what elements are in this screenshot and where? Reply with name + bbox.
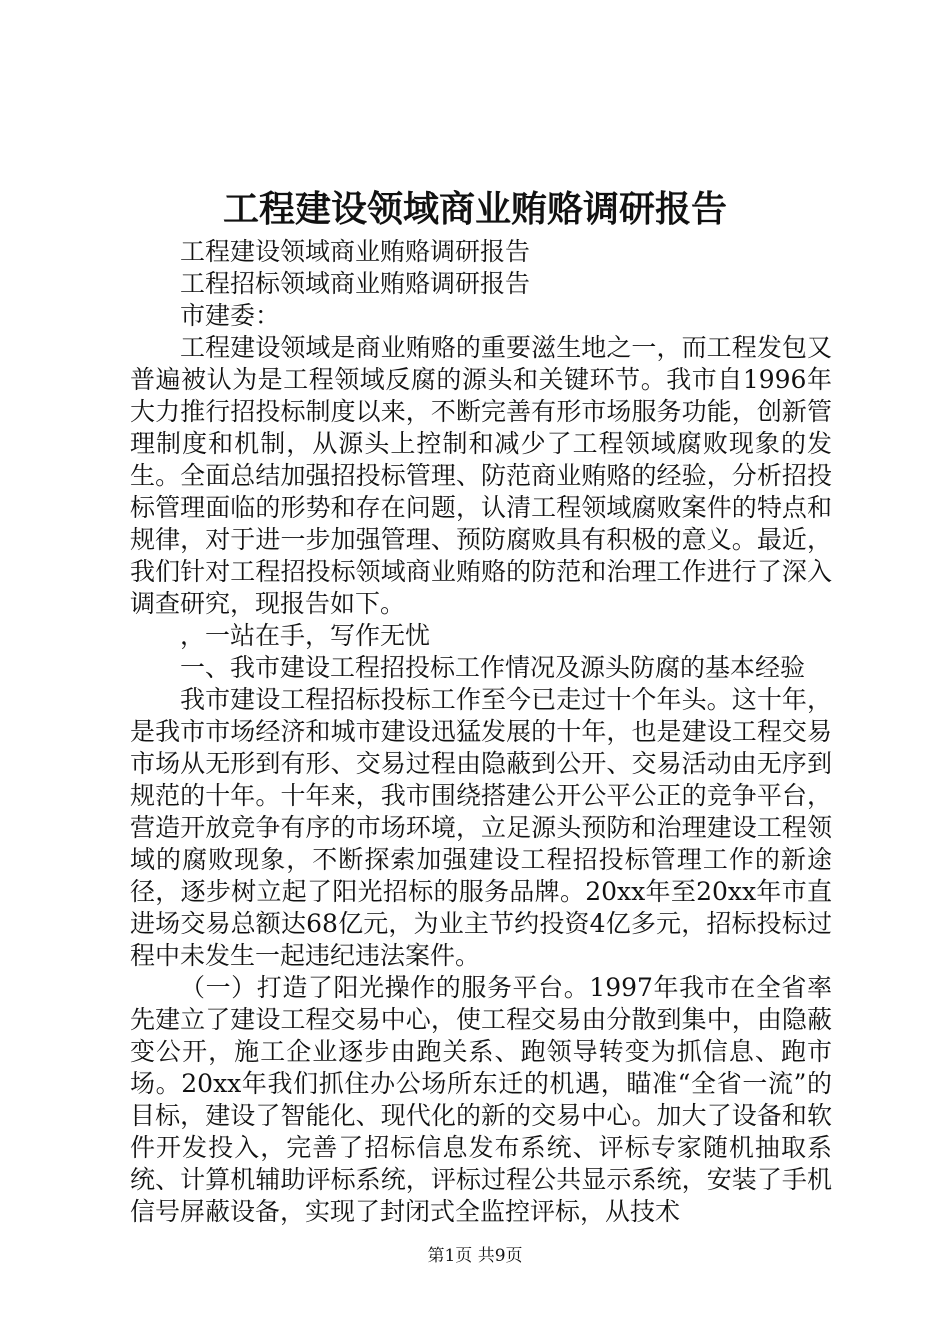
paragraph-intro: 工程建设领域是商业贿赂的重要滋生地之一，而工程发包又普遍被认为是工程领域反腐的源头和关键环节。我市自1996年大力推行招投标制度以来，不断完善有形市场服务功能，创新管理制度和机制，从源头上控制和减少了工程领域腐败现象的发生。全面总结加强招投标管理、防范商业贿赂的经验，分析招投标管理面临的形势和存在问题，认清工程领域腐败案件的特点和规律，对于进一步加强管理、预防腐败具有积极的意义。最近，我们针对工程招投标领域商业贿赂的防范和治理工作进行了深入调查研究，现报告如下。 [130, 333, 832, 618]
paragraph-subtitle-2: 工程招标领域商业贿赂调研报告 [180, 269, 531, 298]
section-heading-1: 一、我市建设工程招投标工作情况及源头防腐的基本经验 [180, 653, 806, 682]
paragraph-section-1: 我市建设工程招标投标工作至今已走过十个年头。这十年，是我市市场经济和城市建设迅猛发展的十年，也是建设工程交易市场从无形到有形、交易过程由隐蔽到公开、交易活动由无序到规范的十年。十年来，我市围绕搭建公开公平公正的竞争平台，营造开放竞争有序的市场环境，立足源头预防和治理建设工程领域的腐败现象，不断探索加强建设工程招投标管理工作的新途径，逐步树立起了阳光招标的服务品牌。20xx年至20xx年市直进场交易总额达68亿元，为业主节约投资4亿多元，招标投标过程中未发生一起违纪违法案件。 [130, 685, 832, 970]
document-title: 工程建设领域商业贿赂调研报告 [222, 188, 727, 230]
paragraph-salutation: 市建委： [180, 301, 281, 330]
paragraph-subtitle-1: 工程建设领域商业贿赂调研报告 [180, 237, 531, 266]
document-body [130, 236, 832, 1228]
paragraph-note: ，一站在手，写作无忧 [180, 621, 431, 650]
paragraph-subsection-1: （一）打造了阳光操作的服务平台。1997年我市在全省率先建立了建设工程交易中心，使工程交易由分散到集中，由隐蔽变公开，施工企业逐步由跑关系、跑领导转变为抓信息、跑市场。20xx年我们抓住办公场所东迁的机遇，瞄准“全省一流”的目标，建设了智能化、现代化的新的交易中心。加大了设备和软件开发投入，完善了招标信息发布系统、评标专家随机抽取系统、计算机辅助评标系统，评标过程公共显示系统，安装了手机信号屏蔽设备，实现了封闭式全监控评标，从技术 [130, 973, 832, 1226]
page-number-footer: 第1页 共9页 [427, 1246, 523, 1266]
